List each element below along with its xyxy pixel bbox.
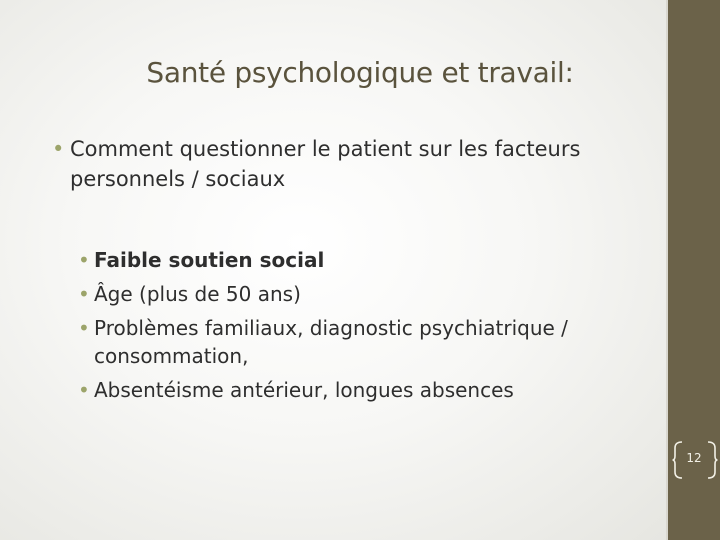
main-bullet-text: Comment questionner le patient sur les facteurs personnels / sociaux xyxy=(70,137,581,191)
sub-bullet-text: Âge (plus de 50 ans) xyxy=(94,282,301,306)
sub-bullet-text: Absentéisme antérieur, longues absences xyxy=(94,378,514,402)
bullet-dot-icon: • xyxy=(78,248,90,272)
sub-bullet-item xyxy=(78,280,648,308)
slide-title: Santé psychologique et travail: xyxy=(146,56,574,89)
bullet-dot-icon: • xyxy=(52,137,65,161)
sub-bullet-item xyxy=(78,376,648,404)
bullet-dot-icon: • xyxy=(78,378,90,402)
bullet-dot-icon: • xyxy=(78,282,90,306)
sub-bullet-item xyxy=(78,314,648,370)
sub-bullet-text: Problèmes familiaux, diagnostic psychiatrique / consommation, xyxy=(94,316,568,368)
page-number: 12 xyxy=(686,451,702,465)
bullet-dot-icon: • xyxy=(78,316,90,340)
page-number-right-brace-icon xyxy=(706,440,718,480)
sub-bullet-list xyxy=(78,246,648,410)
main-bullet xyxy=(52,134,642,194)
sub-bullet-item xyxy=(78,246,648,274)
sub-bullet-text: Faible soutien social xyxy=(94,248,325,272)
